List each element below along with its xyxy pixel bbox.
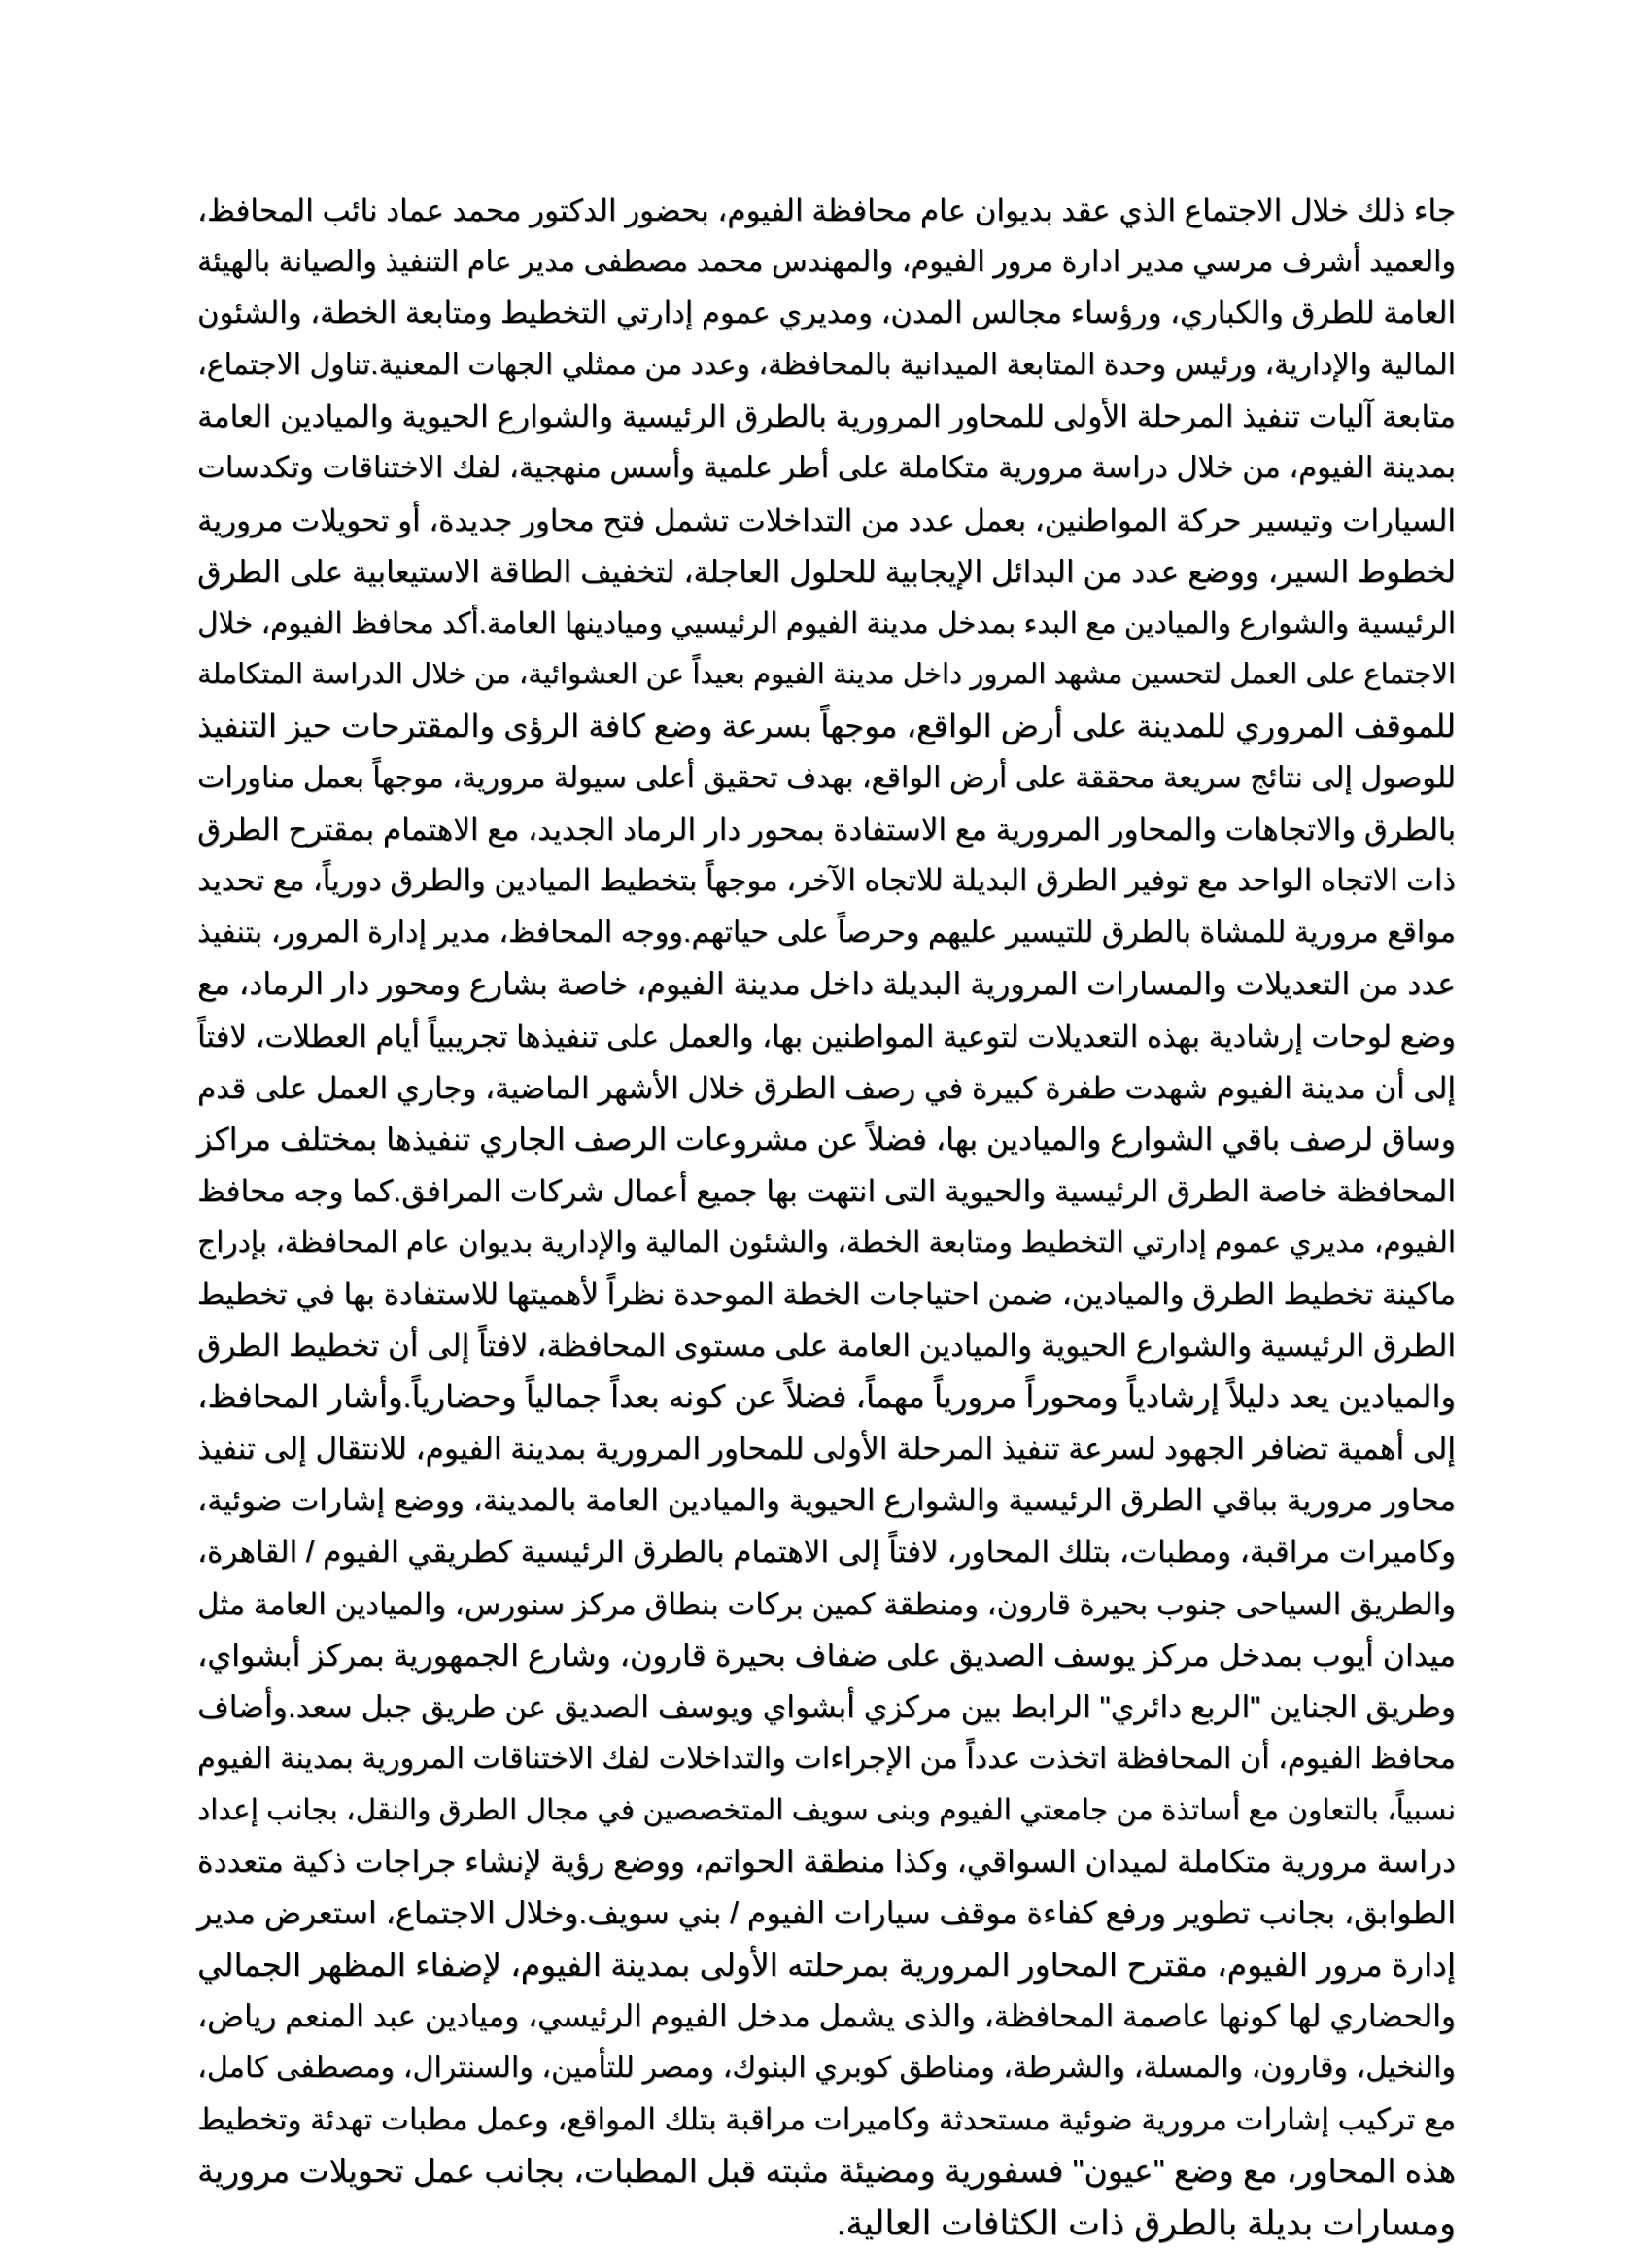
paragraph-line: للموقف المروري للمدينة على أرض الواقع، موجهاً بسرعة وضع كافة الرؤى والمقترحات حيز التنفيذ bbox=[197, 708, 1456, 744]
paragraph-line: والميادين يعد دليلاً إرشادياً ومحوراً مرورياً مهماً، فضلاً عن كونه بعداً جمالياً وحضارياً.وأشار المحافظ، bbox=[197, 1379, 1456, 1415]
paragraph-line: ومسارات بديلة بالطرق ذات الكثافات العالية. bbox=[836, 2203, 1456, 2242]
paragraph-line: محاور مرورية بباقي الطرق الرئيسية والشوارع الحيوية والميادين العامة بالمدينة، ووضع إشارات ضوئية، bbox=[197, 1483, 1456, 1518]
paragraph-line: مع تركيب إشارات مرورية ضوئية مستحدثة وكاميرات مراقبة بتلك المواقع، وعمل مطبات تهدئة وتخطيط bbox=[197, 2102, 1456, 2137]
paragraph-line: السيارات وتيسير حركة المواطنين، بعمل عدد من التداخلات تشمل فتح محاور جديدة، أو تحويلات مرورية bbox=[197, 502, 1456, 537]
paragraph-line: نسبياً، بالتعاون مع أساتذة من جامعتي الفيوم وبنى سويف المتخصصين في مجال الطرق والنقل، بجانب إعداد bbox=[197, 1793, 1456, 1826]
paragraph-line: ماكينة تخطيط الطرق والميادين، ضمن احتياجات الخطة الموحدة نظراً لأهميتها للاستفادة بها في تخطيط bbox=[196, 1276, 1456, 1311]
paragraph-line: عدد من التعديلات والمسارات المرورية البديلة داخل مدينة الفيوم، خاصة بشارع ومحور دار الرماد، مع bbox=[197, 966, 1456, 1002]
paragraph-line: هذه المحاور، مع وضع "عيون" فسفورية ومضيئة مثبته قبل المطبات، بجانب عمل تحويلات مرورية bbox=[197, 2153, 1456, 2190]
paragraph-line: المحافظة خاصة الطرق الرئيسية والحيوية التى انتهت بها جميع أعمال شركات المرافق.كما وجه محافظ bbox=[197, 1173, 1456, 1208]
paragraph-line: ذات الاتجاه الواحد مع توفير الطرق البديلة للاتجاه الآخر، موجهاً بتخطيط الميادين والطرق دورياً، مع تحديد bbox=[197, 864, 1456, 898]
paragraph-line: مواقع مرورية للمشاة بالطرق للتيسير عليهم وحرصاً على حياتهم.ووجه المحافظ، مدير إدارة المرور، بتنفيذ bbox=[197, 917, 1456, 950]
paragraph-line: بمدينة الفيوم، من خلال دراسة مرورية متكاملة على أطر علمية وأسس منهجية، لفك الاختناقات وتكدسات bbox=[197, 451, 1456, 485]
paragraph-line: محافظ الفيوم، أن المحافظة اتخذت عدداً من الإجراءات والتداخلات لفك الاختناقات المرورية بمدينة الفيوم bbox=[197, 1742, 1456, 1775]
paragraph-line: بالطرق والاتجاهات والمحاور المرورية مع الاستفادة بمحور دار الرماد الجديد، مع الاهتمام بمقترح الطرق bbox=[197, 813, 1456, 848]
paragraph-line: ميدان أيوب بمدخل مركز يوسف الصديق على ضفاف بحيرة قارون، وشارع الجمهورية بمركز أبشواي، bbox=[197, 1637, 1456, 1673]
paragraph-line: وطريق الجناين "الربع دائري" الرابط بين مركزي أبشواي ويوسف الصديق عن طريق جبل سعد.وأضاف bbox=[197, 1689, 1456, 1724]
paragraph-line: المالية والإدارية، ورئيس وحدة المتابعة الميدانية بالمحافظة، وعدد من ممثلي الجهات المعنية.تناول الاجتماع، bbox=[197, 349, 1456, 382]
paragraph-line: والحضاري لها كونها عاصمة المحافظة، والذى يشمل مدخل الفيوم الرئيسي، وميادين عبد المنعم رياض، bbox=[197, 1999, 1456, 2034]
paragraph-line: الطوابق، بجانب تطوير ورفع كفاءة موقف سيارات الفيوم / بني سويف.وخلال الاجتماع، استعرض مدير bbox=[197, 1895, 1456, 1931]
paragraph-line: والنخيل، وقارون، والمسلة، والشرطة، ومناطق كوبري البنوك، ومصر للتأمين، والسنترال، ومصطفى كامل، bbox=[197, 2052, 1456, 2085]
paragraph-line: جاء ذلك خلال الاجتماع الذي عقد بديوان عام محافظة الفيوم، بحضور الدكتور محمد عماد نائب المحافظ، bbox=[197, 193, 1456, 227]
paragraph-line: والعميد أشرف مرسي مدير ادارة مرور الفيوم، والمهندس محمد مصطفى مدير عام التنفيذ والصيانة بالهيئة bbox=[197, 246, 1456, 279]
paragraph-line: العامة للطرق والكباري، ورؤساء مجالس المدن، ومديري عموم إدارتي التخطيط ومتابعة الخطة، والشئون bbox=[197, 296, 1456, 330]
article-body bbox=[197, 185, 1456, 2249]
paragraph-line: الرئيسية والشوارع والميادين مع البدء بمدخل مدينة الفيوم الرئيسيي وميادينها العامة.أكد محافظ الفيوم، خلال bbox=[197, 606, 1456, 640]
paragraph-line: دراسة مرورية متكاملة لميدان السواقي، وكذا منطقة الحواتم، ووضع رؤية لإنشاء جراجات ذكية متعددة bbox=[197, 1844, 1456, 1879]
paragraph-line: إدارة مرور الفيوم، مقترح المحاور المرورية بمرحلته الأولى بمدينة الفيوم، لإضفاء المظهر الجمالي bbox=[197, 1947, 1456, 1984]
paragraph-line: الفيوم، مديري عموم إدارتي التخطيط ومتابعة الخطة، والشئون المالية والإدارية بديوان عام المحافظة، بإدراج bbox=[197, 1226, 1456, 1259]
paragraph-line: للوصول إلى نتائج سريعة محققة على أرض الواقع، بهدف تحقيق أعلى سيولة مرورية، موجهاً بعمل مناورات bbox=[197, 762, 1456, 795]
paragraph-line: لخطوط السير، ووضع عدد من البدائل الإيجابية للحلول العاجلة، لتخفيف الطاقة الاستيعابية على الطرق bbox=[197, 554, 1456, 589]
paragraph-line: والطريق السياحى جنوب بحيرة قارون، ومنطقة كمين بركات بنطاق مركز سنورس، والميادين العامة مثل bbox=[197, 1586, 1456, 1621]
paragraph-line: الاجتماع على العمل لتحسين مشهد المرور داخل مدينة الفيوم بعيداً عن العشوائية، من خلال الدراسة المتكاملة bbox=[197, 658, 1456, 690]
paragraph-line: وكاميرات مراقبة، ومطبات، بتلك المحاور، لافتاً إلى الاهتمام بالطرق الرئيسية كطريقي الفيوم / القاهرة، bbox=[197, 1535, 1456, 1570]
paragraph-line: وضع لوحات إرشادية بهذه التعديلات لتوعية المواطنين بها، والعمل على تنفيذها تجريبياً أيام العطلات، لافتاً bbox=[197, 1019, 1456, 1054]
paragraph-line: متابعة آليات تنفيذ المرحلة الأولى للمحاور المرورية بالطرق الرئيسية والشوارع الحيوية والميادين العامة bbox=[197, 399, 1456, 434]
paragraph-line: الطرق الرئيسية والشوارع الحيوية والميادين العامة على مستوى المحافظة، لافتاً إلى أن تخطيط الطرق bbox=[197, 1329, 1456, 1364]
paragraph-line: وساق لرصف باقي الشوارع والميادين بها، فضلاً عن مشروعات الرصف الجاري تنفيذها بمختلف مراكز bbox=[197, 1121, 1456, 1157]
paragraph-line: إلى أهمية تضافر الجهود لسرعة تنفيذ المرحلة الأولى للمحاور المرورية بمدينة الفيوم، للانتقال إلى تنفيذ bbox=[197, 1432, 1456, 1467]
paragraph-line: إلى أن مدينة الفيوم شهدت طفرة كبيرة في رصف الطرق خلال الأشهر الماضية، وجاري العمل على قدم bbox=[197, 1070, 1456, 1105]
